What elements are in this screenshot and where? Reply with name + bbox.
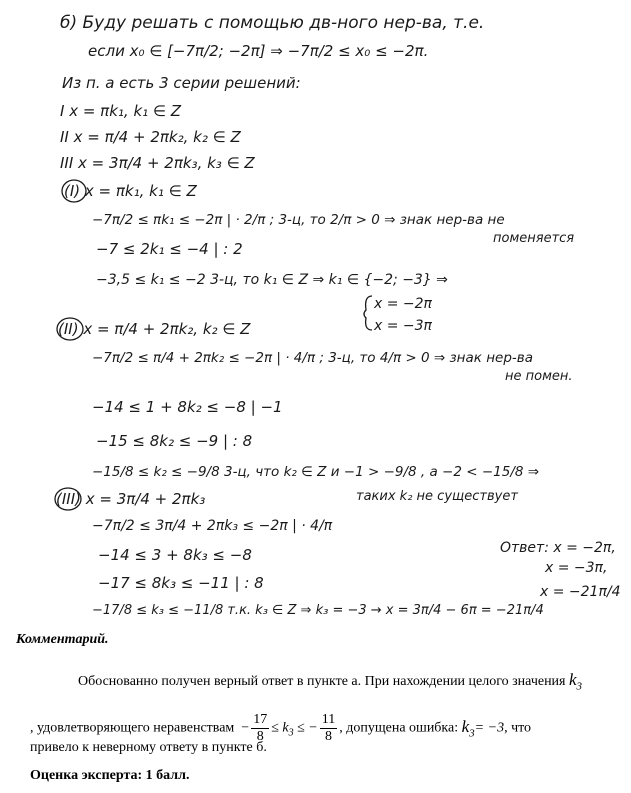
hw-line-10: −7 ≤ 2k₁ ≤ −4 | : 2: [96, 240, 243, 258]
hw-line-16: не помен.: [505, 369, 573, 384]
hw-line-23: −14 ≤ 3 + 8k₃ ≤ −8: [98, 546, 252, 564]
hw-line-4: I x = πk₁, k₁ ∈ Z: [60, 102, 182, 120]
hw-line-6: III x = 3π/4 + 2πk₃, k₃ ∈ Z: [60, 154, 255, 172]
hw-line-15: −7π/2 ≤ π/4 + 2πk₂ ≤ −2π | · 4/π ; 3-ц, то 4/π > 0 ⇒ знак нер-ва: [92, 350, 534, 366]
hw-line-7: (I) x = πk₁, k₁ ∈ Z: [64, 182, 197, 200]
hw-line-5: II x = π/4 + 2πk₂, k₂ ∈ Z: [60, 128, 241, 146]
hw-answer-2: x = −3π,: [545, 560, 608, 576]
hw-line-17: −14 ≤ 1 + 8k₂ ≤ −8 | −1: [92, 398, 283, 416]
comment-line-1: [78, 670, 582, 692]
comment-line-3: привело к неверному ответу в пункте б.: [30, 740, 267, 755]
comment-text-2: , удовлетворяющего неравенствам: [30, 720, 235, 736]
system-brace-1: [364, 296, 372, 330]
fraction-11-8: $\frac{11}{8}$: [321, 712, 336, 744]
hw-line-1: б) Буду решать с помощью дв-ного нер-ва, т.е.: [60, 13, 485, 33]
comment-title: Комментарий.: [16, 632, 109, 647]
hw-answer-3: x = −21π/4: [540, 584, 621, 600]
hw-line-12: x = −2π: [374, 296, 432, 312]
k3-symbol: $k_3$: [569, 670, 583, 693]
hw-line-9: поменяется: [493, 231, 575, 246]
expert-grade: Оценка эксперта: 1 балл.: [30, 768, 190, 783]
hw-line-18: −15 ≤ 8k₂ ≤ −9 | : 8: [96, 432, 253, 450]
hw-line-19: −15/8 ≤ k₂ ≤ −9/8 3-ц, что k₂ ∈ Z и −1 > −9/8 , а −2 < −15/8 ⇒: [92, 464, 540, 480]
hw-line-3: Из п. а есть 3 серии решений:: [62, 74, 301, 92]
comment-text-1: Обоснованно получен верный ответ в пункте a. При нахождении целого значения: [78, 674, 566, 689]
hw-line-13: x = −3π: [374, 318, 432, 334]
hw-line-24: −17 ≤ 8k₃ ≤ −11 | : 8: [98, 574, 264, 592]
k3-symbol-2: $k_3$: [461, 716, 475, 740]
hw-line-20: таких k₂ не существует: [356, 489, 518, 504]
comment-line-2: , удовлетворяющего неравенствам − $\frac{17}{8}$ ≤ $k_3$ ≤ − $\frac{11}{8}$ , допущена ошибка: $k_3= -3$, что: [30, 712, 532, 744]
hw-line-21: (III) x = 3π/4 + 2πk₃: [56, 490, 206, 508]
hw-line-14: (II) x = π/4 + 2πk₂, k₂ ∈ Z: [58, 320, 251, 338]
hw-line-22: −7π/2 ≤ 3π/4 + 2πk₃ ≤ −2π | · 4/π: [92, 518, 333, 534]
fraction-17-8: $\frac{17}{8}$: [253, 712, 268, 744]
hw-line-11: −3,5 ≤ k₁ ≤ −2 3-ц, то k₁ ∈ Z ⇒ k₁ ∈ {−2; −3} ⇒: [96, 272, 448, 288]
hw-line-2: если x₀ ∈ [−7π/2; −2π] ⇒ −7π/2 ≤ x₀ ≤ −2π.: [88, 42, 429, 60]
hw-line-25: −17/8 ≤ k₃ ≤ −11/8 т.к. k₃ ∈ Z ⇒ k₃ = −3 → x = 3π/4 − 6π = −21π/4: [92, 603, 544, 618]
hw-answer-label: Ответ: x = −2π,: [500, 540, 616, 556]
hw-line-8: −7π/2 ≤ πk₁ ≤ −2π | · 2/π ; 3-ц, то 2/π > 0 ⇒ знак нер-ва не: [92, 212, 505, 228]
